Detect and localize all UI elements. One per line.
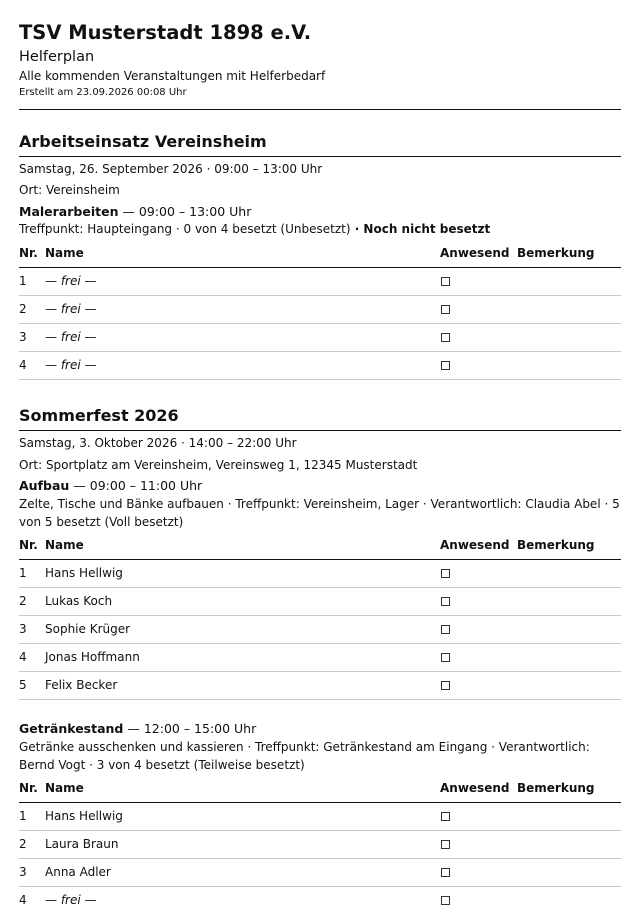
attendance-cell — [440, 559, 517, 587]
row-nr: 3 — [19, 858, 45, 886]
row-nr: 2 — [19, 295, 45, 323]
table-header-row — [19, 532, 621, 559]
remark-cell — [517, 323, 621, 351]
row-nr: 4 — [19, 886, 45, 905]
checkbox-empty-icon[interactable] — [441, 597, 450, 606]
column-header-remark: Bemerkung — [517, 532, 621, 559]
attendance-cell — [440, 351, 517, 379]
shift-details — [19, 738, 621, 774]
attendance-cell — [440, 615, 517, 643]
shift-status: · Noch nicht besetzt — [350, 222, 491, 236]
row-name: — frei — — [45, 267, 440, 295]
attendance-cell — [440, 802, 517, 830]
roster-table — [19, 240, 621, 380]
column-header-attendance: Anwesend — [440, 775, 517, 802]
row-nr: 4 — [19, 351, 45, 379]
attendance-cell — [440, 323, 517, 351]
column-header-remark: Bemerkung — [517, 240, 621, 267]
checkbox-empty-icon[interactable] — [441, 333, 450, 342]
row-nr: 2 — [19, 587, 45, 615]
attendance-cell — [440, 858, 517, 886]
row-nr: 4 — [19, 643, 45, 671]
row-nr: 3 — [19, 323, 45, 351]
table-row — [19, 830, 621, 858]
attendance-cell — [440, 671, 517, 699]
event-date: Samstag, 26. September 2026 · 09:00 – 13:00 Uhr — [19, 162, 323, 176]
row-nr: 2 — [19, 830, 45, 858]
table-row — [19, 587, 621, 615]
table-row — [19, 643, 621, 671]
column-header-attendance: Anwesend — [440, 532, 517, 559]
row-name: Felix Becker — [45, 671, 440, 699]
remark-cell — [517, 643, 621, 671]
shift-heading — [19, 477, 202, 495]
event-location: Ort: Vereinsheim — [19, 183, 120, 197]
table-row — [19, 615, 621, 643]
row-nr: 3 — [19, 615, 45, 643]
checkbox-empty-icon[interactable] — [441, 277, 450, 286]
checkbox-empty-icon[interactable] — [441, 840, 450, 849]
row-nr: 5 — [19, 671, 45, 699]
remark-cell — [517, 559, 621, 587]
row-name: Sophie Krüger — [45, 615, 440, 643]
column-header-nr: Nr. — [19, 532, 45, 559]
shift-heading — [19, 203, 251, 221]
checkbox-empty-icon[interactable] — [441, 896, 450, 905]
shift-name: Aufbau — [19, 478, 70, 493]
checkbox-empty-icon[interactable] — [441, 681, 450, 690]
attendance-cell — [440, 830, 517, 858]
shift-time: — 12:00 – 15:00 Uhr — [123, 721, 257, 736]
table-row — [19, 671, 621, 699]
row-name: Hans Hellwig — [45, 802, 440, 830]
column-header-name: Name — [45, 532, 440, 559]
row-name: Laura Braun — [45, 830, 440, 858]
column-header-remark: Bemerkung — [517, 775, 621, 802]
remark-cell — [517, 615, 621, 643]
shift-details-text: Getränke ausschenken und kassieren · Treffpunkt: Getränkestand am Eingang · Verantwortlich: Bernd Vogt · 3 von 4 besetzt (Teilweise besetzt) — [19, 740, 590, 772]
remark-cell — [517, 295, 621, 323]
row-nr: 1 — [19, 802, 45, 830]
row-name: — frei — — [45, 351, 440, 379]
row-name: Jonas Hoffmann — [45, 643, 440, 671]
remark-cell — [517, 802, 621, 830]
org-title: TSV Musterstadt 1898 e.V. — [19, 21, 312, 44]
remark-cell — [517, 351, 621, 379]
row-name: Lukas Koch — [45, 587, 440, 615]
event-date: Samstag, 3. Oktober 2026 · 14:00 – 22:00 Uhr — [19, 436, 297, 450]
column-header-nr: Nr. — [19, 240, 45, 267]
checkbox-empty-icon[interactable] — [441, 305, 450, 314]
column-header-name: Name — [45, 240, 440, 267]
shift-heading — [19, 720, 256, 738]
table-header-row — [19, 775, 621, 802]
event-divider — [19, 156, 621, 157]
header-divider — [19, 109, 621, 110]
row-name: — frei — — [45, 295, 440, 323]
checkbox-empty-icon[interactable] — [441, 653, 450, 662]
remark-cell — [517, 858, 621, 886]
attendance-cell — [440, 587, 517, 615]
table-row — [19, 858, 621, 886]
checkbox-empty-icon[interactable] — [441, 868, 450, 877]
checkbox-empty-icon[interactable] — [441, 625, 450, 634]
shift-time: — 09:00 – 13:00 Uhr — [118, 204, 252, 219]
shift-details — [19, 220, 621, 238]
row-name: — frei — — [45, 323, 440, 351]
roster-table — [19, 532, 621, 700]
column-header-nr: Nr. — [19, 775, 45, 802]
created-timestamp: Erstellt am 23.09.2026 00:08 Uhr — [19, 87, 187, 98]
table-row — [19, 267, 621, 295]
shift-details-text: Zelte, Tische und Bänke aufbauen · Treffpunkt: Vereinsheim, Lager · Verantwortlich: Claudia Abel · 5 von 5 besetzt (Voll besetzt) — [19, 497, 620, 529]
remark-cell — [517, 267, 621, 295]
table-row — [19, 295, 621, 323]
row-nr: 1 — [19, 267, 45, 295]
checkbox-empty-icon[interactable] — [441, 812, 450, 821]
checkbox-empty-icon[interactable] — [441, 361, 450, 370]
doc-title: Helferplan — [19, 49, 95, 65]
event-title: Arbeitseinsatz Vereinsheim — [19, 132, 267, 151]
remark-cell — [517, 886, 621, 905]
table-header-row — [19, 240, 621, 267]
roster-table — [19, 775, 621, 905]
shift-time: — 09:00 – 11:00 Uhr — [69, 478, 203, 493]
row-name: Anna Adler — [45, 858, 440, 886]
shift-details-text: Treffpunkt: Haupteingang · 0 von 4 besetzt (Unbesetzt) — [19, 222, 351, 236]
table-row — [19, 351, 621, 379]
row-name: Hans Hellwig — [45, 559, 440, 587]
remark-cell — [517, 830, 621, 858]
column-header-name: Name — [45, 775, 440, 802]
table-row — [19, 802, 621, 830]
attendance-cell — [440, 886, 517, 905]
shift-name: Getränkestand — [19, 721, 124, 736]
attendance-cell — [440, 295, 517, 323]
event-location: Ort: Sportplatz am Vereinsheim, Vereinsweg 1, 12345 Musterstadt — [19, 458, 418, 472]
event-title: Sommerfest 2026 — [19, 406, 179, 425]
attendance-cell — [440, 643, 517, 671]
remark-cell — [517, 671, 621, 699]
row-name: — frei — — [45, 886, 440, 905]
table-row — [19, 886, 621, 905]
shift-details — [19, 495, 621, 531]
checkbox-empty-icon[interactable] — [441, 569, 450, 578]
table-row — [19, 323, 621, 351]
doc-subtitle: Alle kommenden Veranstaltungen mit Helferbedarf — [19, 69, 326, 83]
shift-name: Malerarbeiten — [19, 204, 119, 219]
attendance-cell — [440, 267, 517, 295]
row-nr: 1 — [19, 559, 45, 587]
remark-cell — [517, 587, 621, 615]
column-header-attendance: Anwesend — [440, 240, 517, 267]
event-divider — [19, 430, 621, 431]
table-row — [19, 559, 621, 587]
